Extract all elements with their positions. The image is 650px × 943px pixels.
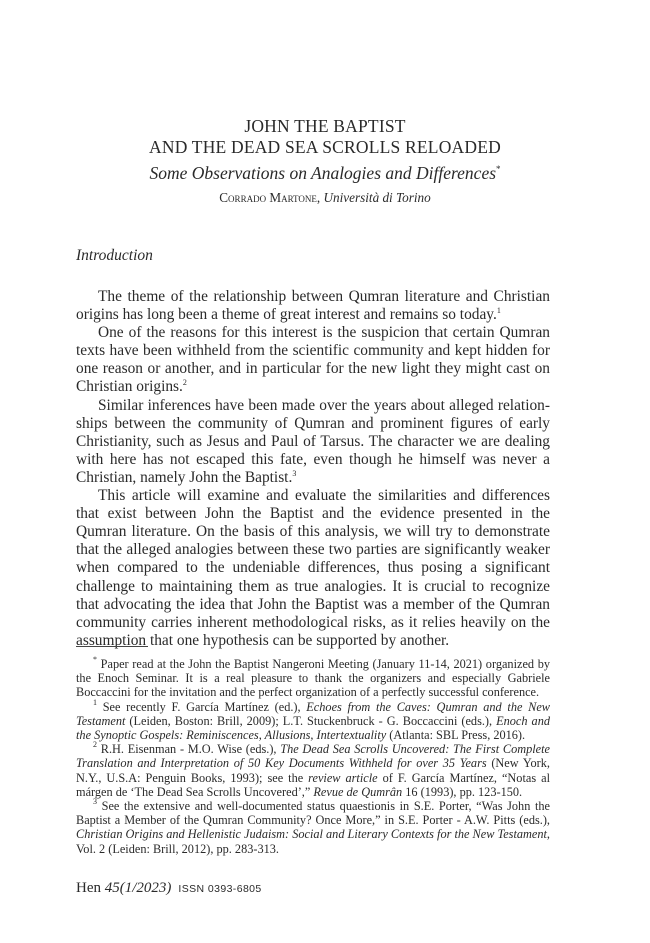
author-affiliation: Università di Torino (323, 190, 431, 205)
article-title (0, 116, 650, 184)
footnote-1-mark: 1 (93, 697, 97, 707)
footnote-2-review-label: review article (308, 770, 378, 785)
author-line (0, 190, 650, 206)
footnote-2-text-d: 16 (1993), pp. 123-150. (402, 784, 523, 799)
footnote-1-title-b: Enoch and the Synoptic Gospels: Reminiscences, Allusions, Intertextuality (76, 713, 550, 743)
author-name: Corrado Martone (219, 190, 317, 205)
footnote-1 (76, 697, 550, 743)
paragraph-3 (76, 397, 550, 487)
footer-journal: Hen (76, 880, 105, 896)
footnote-3-title: Christian Origins and Hellenistic Judaism: Social and Literary Contexts for the New Testament (76, 827, 547, 842)
footnote-1-text-b: (Leiden, Boston: Brill, 2009); L.T. Stuckenbruck - G. Boccaccini (eds.), (125, 713, 497, 728)
footnote-3-mark: 3 (93, 797, 97, 807)
paragraph-3-text: Similar inferences have been made over the years about alleged relationships between the community of Qumran and prominent figures of early Christianity, such as Jesus and Paul of Tarsus. The character we are dealing with here has not escaped this fate, even though he himself was never a Christian, namely John the Baptist. (76, 396, 550, 486)
footnote-ref-2[interactable]: 2 (182, 378, 187, 388)
paragraph-1 (76, 288, 550, 324)
section-heading: Introduction (76, 247, 153, 264)
footnote-1-title-a: Echoes from the Caves: Qumran and the New Testament (76, 699, 550, 728)
footnote-1-text-c: (Atlanta: SBL Press, 2016). (386, 728, 526, 743)
footnote-star (76, 657, 550, 700)
footnote-2 (76, 742, 550, 799)
footnote-2-text-c: of F. García Martínez, “Notas al márgen de ‘The Dead Sea Scrolls Uncovered’,” (76, 770, 550, 799)
footnote-2-title-a: The Dead Sea Scrolls Uncovered: The First Complete Translation and Interpretation of 50 Key Documents Withheld for over 35 Years (76, 742, 550, 771)
footnote-star-mark: * (93, 655, 97, 664)
footnote-2-mark: 2 (93, 740, 97, 750)
footnote-2-text-a: R.H. Eisenman - M.O. Wise (eds.), (100, 742, 281, 757)
subtitle-text: Some Observations on Analogies and Differences (149, 163, 497, 183)
footer-volume: 45(1/2023) (104, 880, 172, 896)
footnote-ref-1[interactable]: 1 (496, 306, 501, 316)
author-separator: , (316, 190, 324, 205)
footnote-divider (76, 646, 148, 647)
footer-issn: ISSN 0393-6805 (178, 883, 262, 895)
title-line-2: AND THE DEAD SEA SCROLLS RELOADED (149, 137, 501, 157)
subtitle (0, 158, 650, 184)
page-footer (76, 880, 262, 897)
footnote-3 (76, 799, 550, 856)
footnote-ref-3[interactable]: 3 (292, 468, 297, 478)
paragraph-2-text: One of the reasons for this interest is the suspicion that certain Qumran texts have been withheld from the scientific community and kept hidden for one reason or another, and in particular for the new light they might cast on Christian origins. (76, 324, 550, 396)
footnote-2-text-b: (New York, N.Y., U.S.A: Penguin Books, 1993); see the (76, 756, 550, 785)
footnote-star-text: Paper read at the John the Baptist Nangeroni Meeting (January 11-14, 2021) organized by the Enoch Seminar. It is a real pleasure to thank the organizers and especially Gabriele Boccaccini for the invitation and the perfect organization of a perfectly successful conference. (76, 657, 550, 700)
footnote-3-text-b: , Vol. 2 (Leiden: Brill, 2012), pp. 283-313. (76, 827, 550, 856)
subtitle-footnote-mark[interactable]: * (496, 164, 501, 174)
footnote-3-text-a: See the extensive and well-documented status quaestionis in S.E. Porter, “Was John the Baptist a Member of the Qumran Community? Once More,” in S.E. Porter - A.W. Pitts (eds.), (76, 799, 550, 828)
paragraph-4 (76, 487, 550, 650)
footnotes (76, 657, 550, 856)
paragraph-2 (76, 324, 550, 396)
paragraph-1-text: The theme of the relationship between Qumran literature and Christian origins has long been a theme of great interest and remains so today. (76, 288, 550, 324)
title-line-1: JOHN THE BAPTIST (244, 116, 406, 136)
body-text (76, 288, 550, 650)
footnote-2-journal: Revue de Qumrân (313, 784, 403, 799)
footnote-1-text-a: See recently F. García Martínez (ed.), (102, 699, 307, 714)
paragraph-4-text: This article will examine and evaluate the similarities and differences that exist between John the Baptist and the evidence presented in the Qumran literature. On the basis of this analysis, we will try to demonstrate that the alleged analogies between these two parties are significantly weaker when compared to the undeniable differences, thus posing a significant challenge to maintaining them as true analogies. It is crucial to recognize that advocating the idea that John the Baptist was a member of the Qumran community carries inherent methodological risks, as it relies heavily on the assumption that one hypothesis can be supported by another. (76, 487, 550, 649)
